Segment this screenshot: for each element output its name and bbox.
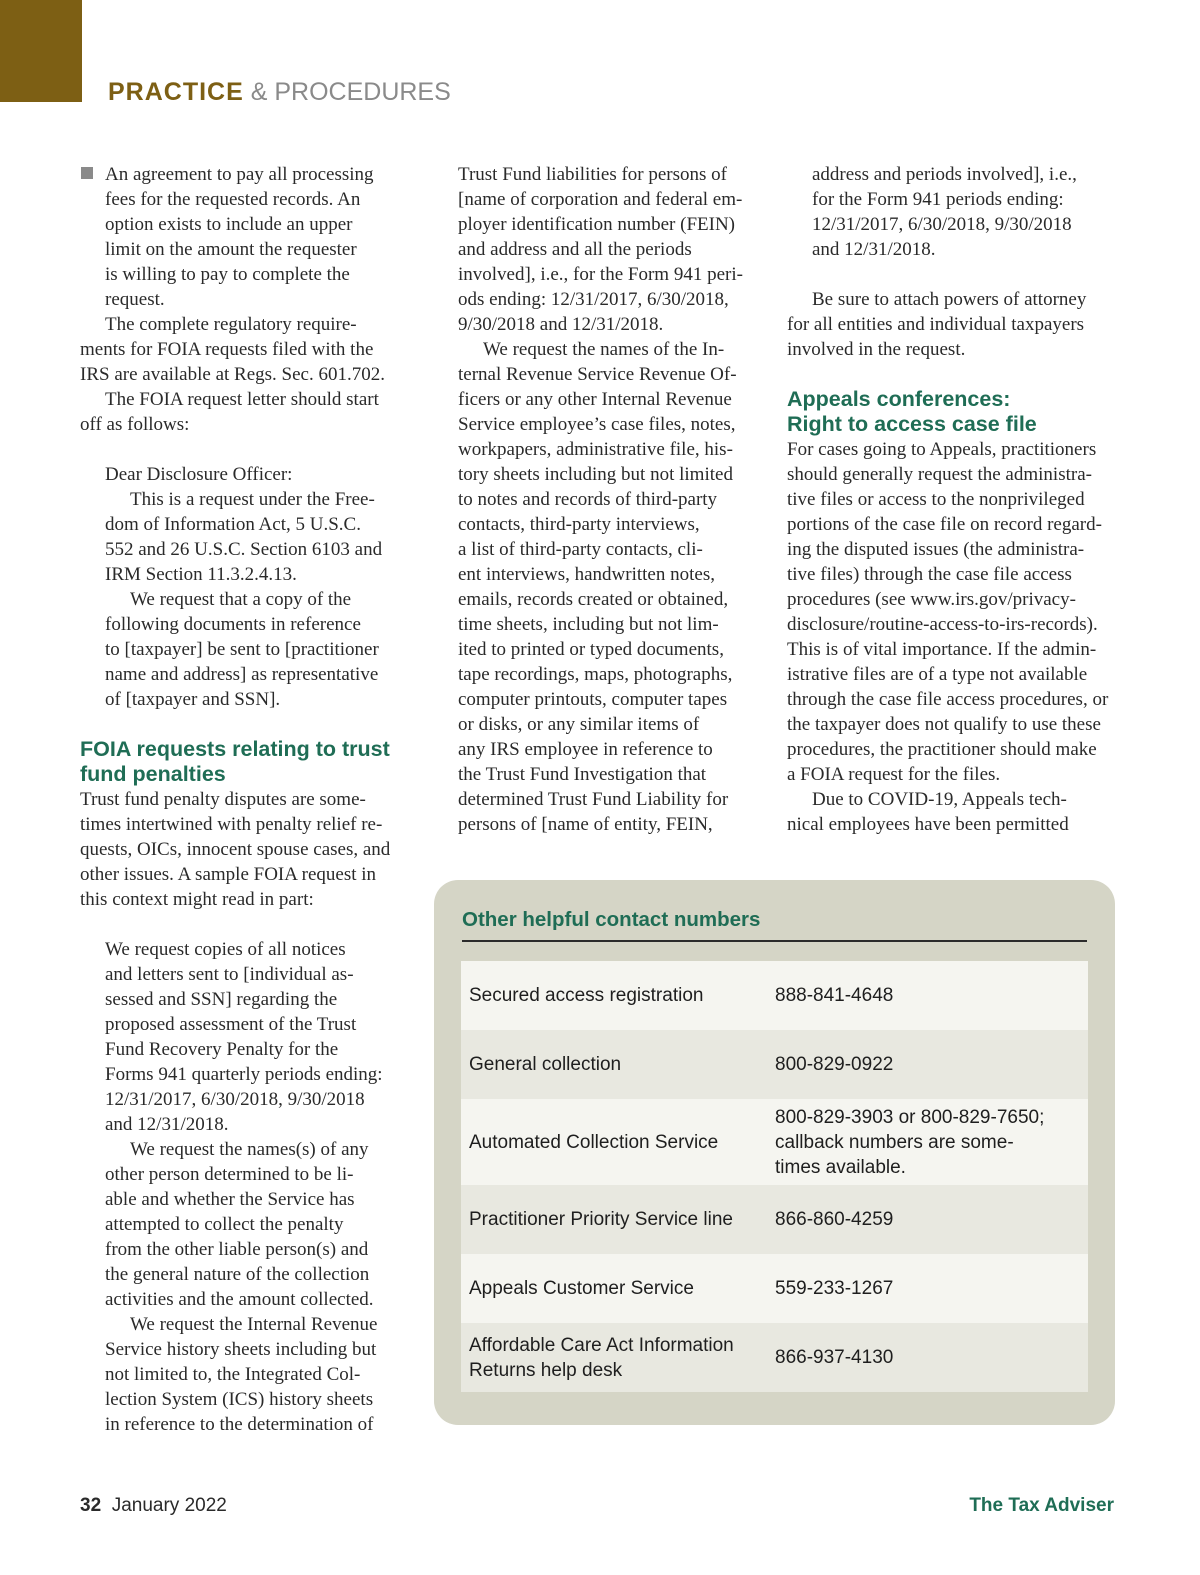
contact-row <box>461 1099 1088 1185</box>
text-line: disclosure/routine-access-to-irs-records). <box>787 614 1098 635</box>
contact-row <box>461 1323 1088 1392</box>
text-line: time sheets, including but not lim- <box>458 614 719 635</box>
column-3 <box>787 162 1113 837</box>
text-line: portions of the case file on record regard- <box>787 514 1102 535</box>
paragraph <box>458 337 758 837</box>
text-line: for all entities and individual taxpayers <box>787 314 1085 335</box>
text-line: other issues. A sample FOIA request in <box>80 864 377 885</box>
publication-name: The Tax Adviser <box>969 1495 1114 1516</box>
contact-row <box>461 1185 1088 1254</box>
text-line: lection System (ICS) history sheets <box>105 1389 374 1410</box>
text-line: any IRS employee in reference to <box>458 739 713 760</box>
contact-number <box>775 1345 1088 1370</box>
text-line: the taxpayer does not qualify to use these <box>787 714 1101 735</box>
text-line: procedures, the practitioner should make <box>787 739 1097 760</box>
text-line: General collection <box>469 1054 622 1075</box>
text-line: We request copies of all notices <box>105 939 346 960</box>
text-line: from the other liable person(s) and <box>105 1239 369 1260</box>
text-line: 866-937-4130 <box>775 1347 894 1368</box>
text-line: and 12/31/2018. <box>105 1114 229 1135</box>
text-line: attempted to collect the penalty <box>105 1214 344 1235</box>
text-line: other person determined to be li- <box>105 1164 354 1185</box>
text-line: IRS are available at Regs. Sec. 601.702. <box>80 364 385 385</box>
text-line: Returns help desk <box>469 1359 623 1381</box>
text-line: The complete regulatory require- <box>105 314 357 335</box>
salutation: Dear Disclosure Officer: <box>105 464 293 485</box>
text-line: An agreement to pay all processing <box>105 164 374 185</box>
text-line: For cases going to Appeals, practitioners <box>787 439 1097 460</box>
text-line: following documents in reference <box>105 614 361 635</box>
text-line: option exists to include an upper <box>105 214 353 235</box>
footer-folio <box>80 1494 227 1518</box>
bullet-text <box>105 162 410 312</box>
text-line: istrative files are of a type not available <box>787 664 1088 685</box>
text-line: ployer identification number (FEIN) <box>458 214 736 235</box>
contact-number <box>775 983 1088 1008</box>
text-line: We request the names(s) of any <box>130 1139 369 1160</box>
text-line: Affordable Care Act Information <box>469 1334 734 1356</box>
text-line: proposed assessment of the Trust <box>105 1014 357 1035</box>
text-line: computer printouts, computer tapes <box>458 689 728 710</box>
text-line: callback numbers are some- <box>775 1131 1014 1153</box>
page-number: 32 <box>80 1495 102 1516</box>
text-line: involved], i.e., for the Form 941 peri- <box>458 264 743 285</box>
text-line: ing the disputed issues (the administra- <box>787 539 1085 560</box>
contact-name <box>461 1052 775 1077</box>
text-line: We request the Internal Revenue <box>130 1314 378 1335</box>
text-line: Service employee’s case files, notes, <box>458 414 736 435</box>
paragraph <box>80 787 410 912</box>
contact-row <box>461 1030 1088 1099</box>
text-line: IRM Section 11.3.2.4.13. <box>105 564 297 585</box>
text-line: Right to access case file <box>787 412 1037 436</box>
text-line: [name of corporation and federal em- <box>458 189 743 210</box>
text-line: Secured access registration <box>469 985 704 1006</box>
text-line: and 12/31/2018. <box>812 239 936 260</box>
text-line: in reference to the determination of <box>105 1414 374 1435</box>
text-line: this context might read in part: <box>80 889 314 910</box>
contact-number <box>775 1052 1088 1077</box>
text-line: 552 and 26 U.S.C. Section 6103 and <box>105 539 383 560</box>
text-line: 866-860-4259 <box>775 1209 894 1230</box>
text-line: is willing to pay to complete the <box>105 264 350 285</box>
text-line: ments for FOIA requests filed with the <box>80 339 374 360</box>
text-line: a FOIA request for the files. <box>787 764 1001 785</box>
text-line: ited to printed or typed documents, <box>458 639 724 660</box>
text-line: tive files or access to the nonprivileged <box>787 489 1085 510</box>
text-line: fees for the requested records. An <box>105 189 361 210</box>
section-header-light: & PROCEDURES <box>250 78 451 106</box>
text-line: the general nature of the collection <box>105 1264 370 1285</box>
text-line: 559-233-1267 <box>775 1278 894 1299</box>
text-line: persons of [name of entity, FEIN, <box>458 814 713 835</box>
text-line: Appeals conferences: <box>787 387 1011 411</box>
contact-number <box>775 1276 1088 1301</box>
paragraph <box>787 787 1113 837</box>
text-line: not limited to, the Integrated Col- <box>105 1364 361 1385</box>
text-line: ficers or any other Internal Revenue <box>458 389 732 410</box>
section-header <box>108 76 451 108</box>
text-line: procedures (see www.irs.gov/privacy- <box>787 589 1076 610</box>
text-line: request. <box>105 289 165 310</box>
text-line: Trust Fund liabilities for persons of <box>458 164 727 185</box>
text-line: Practitioner Priority Service line <box>469 1209 733 1230</box>
text-line: Appeals Customer Service <box>469 1278 694 1299</box>
text-line: to [taxpayer] be sent to [practitioner <box>105 639 379 660</box>
text-line: fund penalties <box>80 762 226 786</box>
contact-box-title: Other helpful contact numbers <box>462 906 1087 942</box>
text-line: workpapers, administrative file, his- <box>458 439 733 460</box>
text-line: This is a request under the Free- <box>130 489 375 510</box>
text-line: tive files) through the case file access <box>787 564 1072 585</box>
text-line: We request that a copy of the <box>130 589 352 610</box>
text-line: 9/30/2018 and 12/31/2018. <box>458 314 664 335</box>
text-line: a list of third-party contacts, cli- <box>458 539 703 560</box>
text-line: We request the names of the In- <box>483 339 725 360</box>
text-line: times intertwined with penalty relief re- <box>80 814 383 835</box>
text-line: activities and the amount collected. <box>105 1289 374 1310</box>
contact-row <box>461 1254 1088 1323</box>
paragraph <box>80 387 410 437</box>
letter-paragraph <box>787 162 1113 262</box>
text-line: 800-829-3903 or 800-829-7650; <box>775 1106 1045 1128</box>
paragraph <box>80 312 410 387</box>
subheading-appeals <box>787 387 1113 437</box>
brand-color-block <box>0 0 82 102</box>
letter-paragraph <box>105 487 410 587</box>
text-line: quests, OICs, innocent spouse cases, and <box>80 839 391 860</box>
text-line: times available. <box>775 1156 906 1178</box>
text-line: and address and all the periods <box>458 239 692 260</box>
contact-name <box>461 1130 775 1155</box>
letter-paragraph <box>105 937 410 1137</box>
text-line: Service history sheets including but <box>105 1339 377 1360</box>
contact-table <box>461 961 1088 1392</box>
letter-block <box>80 937 410 1437</box>
text-line: Fund Recovery Penalty for the <box>105 1039 339 1060</box>
text-line: 800-829-0922 <box>775 1054 894 1075</box>
text-line: The FOIA request letter should start <box>105 389 379 410</box>
text-line: the Trust Fund Investigation that <box>458 764 707 785</box>
text-line: tape recordings, maps, photographs, <box>458 664 733 685</box>
contact-name <box>461 1207 775 1232</box>
text-line: 12/31/2017, 6/30/2018, 9/30/2018 <box>812 214 1072 235</box>
text-line: ent interviews, handwritten notes, <box>458 564 715 585</box>
text-line: address and periods involved], i.e., <box>812 164 1077 185</box>
text-line: of [taxpayer and SSN]. <box>105 689 281 710</box>
section-header-bold: PRACTICE <box>108 78 244 106</box>
contact-name <box>461 1276 775 1301</box>
letter-paragraph <box>105 1312 410 1437</box>
letter-block <box>80 462 410 712</box>
column-1 <box>80 162 410 1437</box>
text-line: tory sheets including but not limited <box>458 464 733 485</box>
contact-name <box>461 983 775 1008</box>
text-line: off as follows: <box>80 414 190 435</box>
issue-date: January 2022 <box>111 1495 227 1516</box>
letter-paragraph <box>105 1137 410 1312</box>
contact-row <box>461 961 1088 1030</box>
column-2 <box>458 162 758 837</box>
square-bullet-icon <box>81 167 93 179</box>
text-line: Automated Collection Service <box>469 1131 719 1153</box>
text-line: Forms 941 quarterly periods ending: <box>105 1064 383 1085</box>
letter-paragraph <box>105 587 410 712</box>
contact-number <box>775 1105 1088 1180</box>
contact-number <box>775 1207 1088 1232</box>
text-line: ods ending: 12/31/2017, 6/30/2018, <box>458 289 729 310</box>
text-line: Due to COVID-19, Appeals tech- <box>812 789 1067 810</box>
text-line: 12/31/2017, 6/30/2018, 9/30/2018 <box>105 1089 365 1110</box>
text-line: able and whether the Service has <box>105 1189 355 1210</box>
text-line: ternal Revenue Service Revenue Of- <box>458 364 737 385</box>
text-line: Trust fund penalty disputes are some- <box>80 789 366 810</box>
text-line: and letters sent to [individual as- <box>105 964 354 985</box>
text-line: 888-841-4648 <box>775 985 894 1006</box>
text-line: limit on the amount the requester <box>105 239 357 260</box>
text-line: to notes and records of third-party <box>458 489 718 510</box>
paragraph <box>458 162 758 337</box>
text-line: Be sure to attach powers of attorney <box>812 289 1087 310</box>
text-line: sessed and SSN] regarding the <box>105 989 338 1010</box>
text-line: for the Form 941 periods ending: <box>812 189 1064 210</box>
paragraph <box>787 437 1113 787</box>
text-line: This is of vital importance. If the admin- <box>787 639 1097 660</box>
text-line: or disks, or any similar items of <box>458 714 700 735</box>
text-line: through the case file access procedures, or <box>787 689 1109 710</box>
text-line: contacts, third-party interviews, <box>458 514 700 535</box>
bullet-paragraph <box>80 162 410 312</box>
paragraph <box>787 287 1113 362</box>
text-line: involved in the request. <box>787 339 966 360</box>
text-line: nical employees have been permitted <box>787 814 1069 835</box>
text-line: dom of Information Act, 5 U.S.C. <box>105 514 361 535</box>
text-line: name and address] as representative <box>105 664 379 685</box>
text-line: FOIA requests relating to trust <box>80 737 390 761</box>
text-line: determined Trust Fund Liability for <box>458 789 729 810</box>
subheading-foia-trust-fund <box>80 737 410 787</box>
text-line: emails, records created or obtained, <box>458 589 729 610</box>
text-line: should generally request the administra- <box>787 464 1092 485</box>
contact-name <box>461 1333 775 1383</box>
